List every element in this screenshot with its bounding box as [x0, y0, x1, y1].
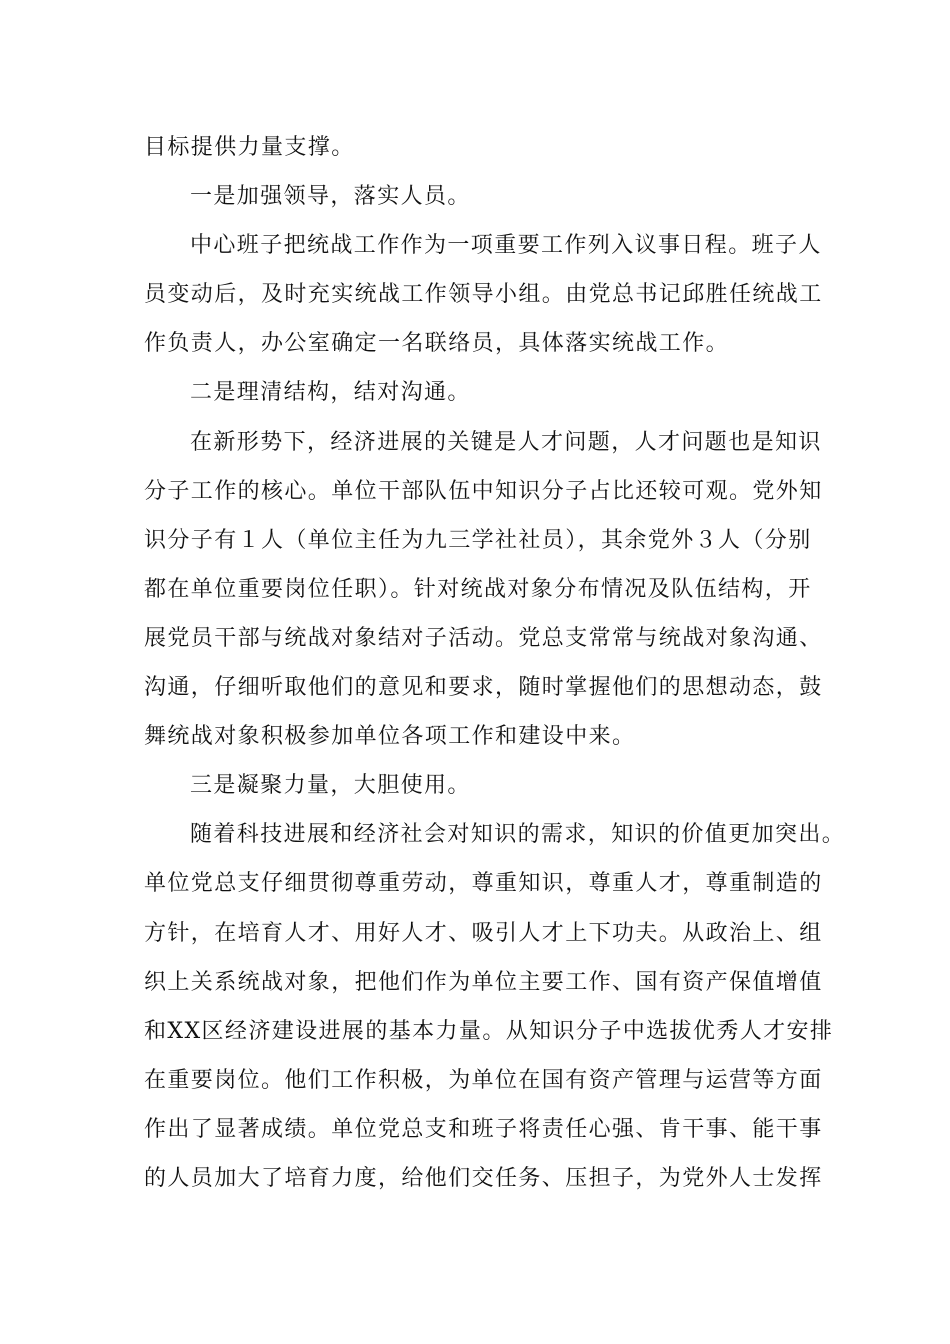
text-line: 作出了显著成绩。单位党总支和班子将责任心强、肯干事、能干事: [144, 1116, 823, 1142]
section-heading: 二是理清结构，结对沟通。: [190, 380, 471, 406]
text-line: 和XX区经济建设进展的基本力量。从知识分子中选拔优秀人才安排: [144, 1018, 834, 1044]
text-line: 在重要岗位。他们工作积极，为单位在国有资产管理与运营等方面: [144, 1067, 823, 1093]
document-body: [144, 123, 846, 1203]
text-line: 识分子有１人（单位主任为九三学社社员），其余党外３人（分别: [144, 527, 812, 553]
text-line: 方针，在培育人才、用好人才、吸引人才上下功夫。从政治上、组: [144, 920, 823, 946]
text-line: 展党员干部与统战对象结对子活动。党总支常常与统战对象沟通、: [144, 625, 823, 651]
text-line: 随着科技进展和经济社会对知识的需求，知识的价值更加突出。: [190, 822, 846, 848]
text-line: 中心班子把统战工作作为一项重要工作列入议事日程。班子人: [190, 233, 822, 259]
text-line: 单位党总支仔细贯彻尊重劳动，尊重知识，尊重人才，尊重制造的: [144, 871, 823, 897]
section-heading: 三是凝聚力量，大胆使用。: [190, 773, 471, 799]
text-line: 分子工作的核心。单位干部队伍中知识分子占比还较可观。党外知: [144, 478, 823, 504]
text-line: 的人员加大了培育力度，给他们交任务、压担子，为党外人士发挥: [144, 1165, 823, 1191]
text-line: 沟通，仔细听取他们的意见和要求，随时掌握他们的思想动态，鼓: [144, 675, 823, 701]
text-line: 员变动后，及时充实统战工作领导小组。由党总书记邱胜任统战工: [144, 282, 823, 308]
text-line: 织上关系统战对象，把他们作为单位主要工作、国有资产保值增值: [144, 969, 823, 995]
section-heading: 一是加强领导，落实人员。: [190, 184, 471, 210]
text-line: 目标提供力量支撑。: [144, 135, 355, 160]
text-line: 在新形势下，经济进展的关键是人才问题，人才问题也是知识: [190, 429, 822, 455]
text-line: 舞统战对象积极参加单位各项工作和建设中来。: [144, 724, 636, 750]
text-line: 都在单位重要岗位任职）。针对统战对象分布情况及队伍结构，开: [144, 576, 812, 602]
text-line: 作负责人，办公室确定一名联络员，具体落实统战工作。: [144, 331, 730, 357]
